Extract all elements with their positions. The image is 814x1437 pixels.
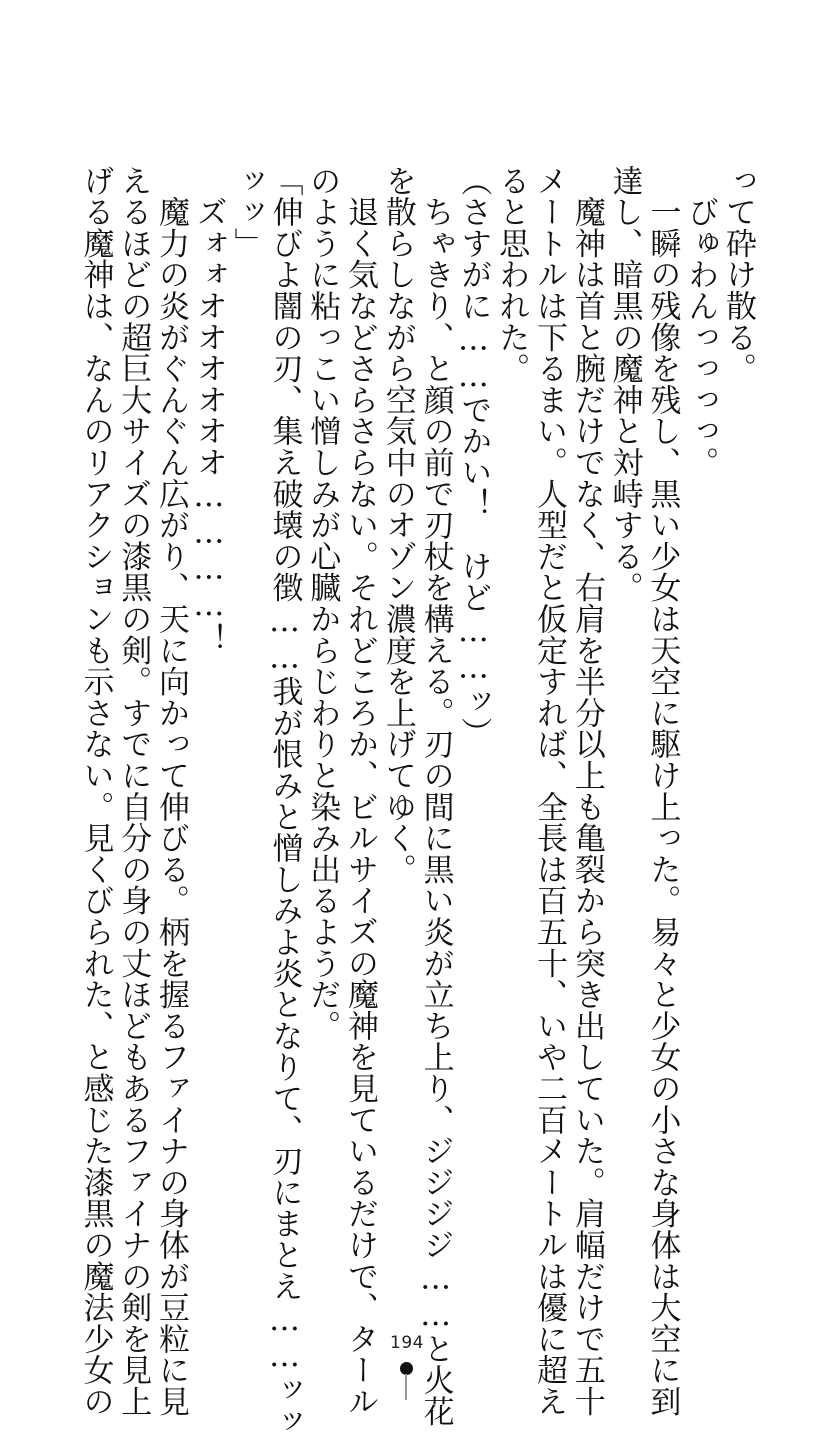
text-line: を散らしながら空気中のオゾン濃度を上げてゆく。 <box>379 165 416 885</box>
text-line: ちゃきり、と顔の前で刃杖を構える。刃の間に黒い炎が立ち上り、ジジジジ……と火花 <box>417 165 454 1427</box>
text-line: （さすがに……でかい！ けど……ッ） <box>455 165 492 749</box>
text-line: のように粘っこい憎しみが心臓からじわりと染み出るようだ。 <box>304 165 341 1042</box>
text-line: 魔神は首と腕だけでなく、右肩を半分以上も亀裂から突き出していた。肩幅だけで五十 <box>568 165 605 1417</box>
text-line: 退く気などさらさらない。それどころか、ビルサイズの魔神を見ているだけで、タール <box>342 165 379 1417</box>
text-line: ッッ」 <box>228 165 265 259</box>
text-line: ると思われた。 <box>493 165 530 385</box>
text-line: びゅわんっっっっ。 <box>682 165 719 478</box>
text-line: げる魔神は、なんのリアクションも示さない。見くびられた、と感じた漆黒の魔法少女の <box>77 165 114 1417</box>
text-line: メートルは下るまい。人型だと仮定すれば、全長は百五十、いや二百メートルは優に超え <box>531 165 568 1417</box>
text-line: えるほどの超巨大サイズの漆黒の剣。すでに自分の身の丈ほどもあるファイナの剣を見上 <box>115 165 152 1417</box>
text-line: 達し、暗黒の魔神と対峙する。 <box>606 165 643 604</box>
text-line: ズォォオオオオオオ…………！ <box>190 165 227 655</box>
text-line: 魔力の炎がぐんぐん広がり、天に向かって伸びる。柄を握るファイナの身体が豆粒に見 <box>153 165 190 1417</box>
page-marker-line <box>405 1374 407 1400</box>
page-number: 194 <box>390 1333 424 1353</box>
text-line: って砕け散る。 <box>720 165 756 385</box>
text-line: 「伸びよ闇の刃、集え破壊の徴……我が恨みと憎しみよ炎となりて、刃にまとえ……ッッ <box>266 165 303 1437</box>
text-line: 一瞬の残像を残し、黒い少女は天空に駆け上った。易々と少女の小さな身体は大空に到 <box>644 165 681 1417</box>
